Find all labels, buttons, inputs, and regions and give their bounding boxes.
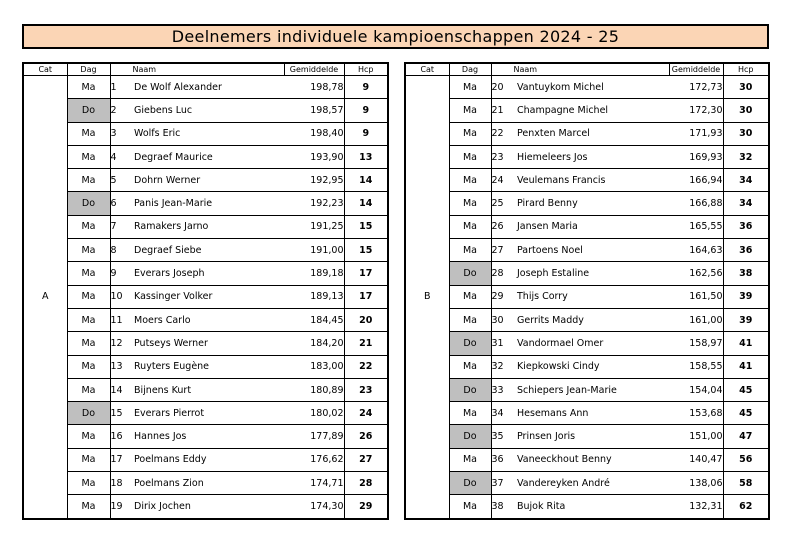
handicap-cell: 15 [344,215,388,238]
average-cell: 177,89 [284,425,344,448]
table-row [23,285,388,308]
handicap-cell: 45 [723,378,769,401]
handicap-cell: 13 [344,145,388,168]
day-cell: Ma [449,122,491,145]
table-row [405,192,769,215]
table-row [405,239,769,262]
rank-cell: 19 [110,495,134,519]
rank-cell: 32 [491,355,517,378]
rank-cell: 25 [491,192,517,215]
rank-cell: 37 [491,472,517,495]
handicap-cell: 22 [344,355,388,378]
handicap-cell: 27 [344,448,388,471]
rank-cell: 5 [110,169,134,192]
day-cell: Ma [449,76,491,99]
handicap-cell: 17 [344,285,388,308]
name-cell: Dirix Jochen [134,495,284,519]
day-cell: Ma [449,308,491,331]
average-cell: 166,88 [669,192,723,215]
day-cell: Ma [67,332,110,355]
name-cell: Schiepers Jean-Marie [517,378,669,401]
table-row [405,448,769,471]
day-cell: Ma [67,122,110,145]
name-cell: Veulemans Francis [517,169,669,192]
day-cell: Ma [67,378,110,401]
average-cell: 189,18 [284,262,344,285]
table-row [23,169,388,192]
category-label: A [23,76,67,519]
table-row [405,472,769,495]
name-cell: Ruyters Eugène [134,355,284,378]
table-row [405,425,769,448]
handicap-cell: 15 [344,239,388,262]
name-cell: Poelmans Zion [134,472,284,495]
handicap-cell: 36 [723,239,769,262]
handicap-cell: 56 [723,448,769,471]
name-cell: Vaneeckhout Benny [517,448,669,471]
table-row [23,402,388,425]
header-dag: Dag [449,63,491,76]
handicap-cell: 20 [344,308,388,331]
header-cat: Cat [405,63,449,76]
name-cell: Wolfs Eric [134,122,284,145]
table-row [23,239,388,262]
day-cell: Ma [449,355,491,378]
average-cell: 180,89 [284,378,344,401]
name-cell: Degraef Maurice [134,145,284,168]
average-cell: 180,02 [284,402,344,425]
handicap-cell: 26 [344,425,388,448]
table-row [23,99,388,122]
rank-cell: 16 [110,425,134,448]
rank-cell: 20 [491,76,517,99]
rank-cell: 33 [491,378,517,401]
table-row [405,378,769,401]
day-cell: Ma [449,448,491,471]
rank-cell: 38 [491,495,517,519]
header-naam: Naam [491,63,669,76]
rank-cell: 29 [491,285,517,308]
average-cell: 153,68 [669,402,723,425]
header-naam: Naam [110,63,284,76]
rank-cell: 17 [110,448,134,471]
name-cell: Poelmans Eddy [134,448,284,471]
average-cell: 158,55 [669,355,723,378]
day-cell: Do [449,378,491,401]
average-cell: 161,50 [669,285,723,308]
handicap-cell: 45 [723,402,769,425]
header-gemiddelde: Gemiddelde [284,63,344,76]
average-cell: 172,30 [669,99,723,122]
table-row [23,425,388,448]
name-cell: Kassinger Volker [134,285,284,308]
name-cell: Ramakers Jarno [134,215,284,238]
handicap-cell: 23 [344,378,388,401]
name-cell: Hesemans Ann [517,402,669,425]
rank-cell: 36 [491,448,517,471]
name-cell: Vandereyken André [517,472,669,495]
table-row [405,122,769,145]
rank-cell: 13 [110,355,134,378]
table-row [405,169,769,192]
name-cell: Bujok Rita [517,495,669,519]
rank-cell: 12 [110,332,134,355]
average-cell: 198,78 [284,76,344,99]
average-cell: 154,04 [669,378,723,401]
day-cell: Ma [67,262,110,285]
day-cell: Ma [67,215,110,238]
day-cell: Ma [449,192,491,215]
name-cell: Gerrits Maddy [517,308,669,331]
handicap-cell: 30 [723,76,769,99]
day-cell: Ma [449,215,491,238]
handicap-cell: 14 [344,192,388,215]
table-row [405,285,769,308]
table-row [23,145,388,168]
table-row [23,192,388,215]
handicap-cell: 34 [723,192,769,215]
table-row [23,215,388,238]
table-row [405,308,769,331]
name-cell: Everars Joseph [134,262,284,285]
average-cell: 189,13 [284,285,344,308]
header-hcp: Hcp [344,63,388,76]
average-cell: 198,57 [284,99,344,122]
table-row [405,262,769,285]
header-cat: Cat [23,63,67,76]
name-cell: Putseys Werner [134,332,284,355]
header-gemiddelde: Gemiddelde [669,63,723,76]
average-cell: 191,25 [284,215,344,238]
handicap-cell: 14 [344,169,388,192]
average-cell: 166,94 [669,169,723,192]
handicap-cell: 36 [723,215,769,238]
name-cell: Degraef Siebe [134,239,284,262]
handicap-cell: 9 [344,122,388,145]
table-group-b [404,62,770,520]
table-row [405,332,769,355]
handicap-cell: 34 [723,169,769,192]
day-cell: Ma [449,402,491,425]
handicap-cell: 29 [344,495,388,519]
rank-cell: 8 [110,239,134,262]
name-cell: Thijs Corry [517,285,669,308]
day-cell: Ma [449,285,491,308]
table-row [23,332,388,355]
name-cell: Hiemeleers Jos [517,145,669,168]
average-cell: 151,00 [669,425,723,448]
name-cell: Dohrn Werner [134,169,284,192]
day-cell: Do [67,99,110,122]
handicap-cell: 39 [723,308,769,331]
average-cell: 162,56 [669,262,723,285]
handicap-cell: 41 [723,332,769,355]
average-cell: 171,93 [669,122,723,145]
handicap-cell: 58 [723,472,769,495]
handicap-cell: 39 [723,285,769,308]
table-row [23,262,388,285]
average-cell: 174,71 [284,472,344,495]
rank-cell: 3 [110,122,134,145]
day-cell: Do [449,472,491,495]
name-cell: Penxten Marcel [517,122,669,145]
average-cell: 176,62 [284,448,344,471]
table-row [23,495,388,519]
rank-cell: 24 [491,169,517,192]
table-row [23,76,388,99]
handicap-cell: 28 [344,472,388,495]
day-cell: Do [67,402,110,425]
name-cell: Everars Pierrot [134,402,284,425]
table-row [405,495,769,519]
handicap-cell: 30 [723,99,769,122]
table-row [23,122,388,145]
handicap-cell: 21 [344,332,388,355]
table-group-a [22,62,389,520]
day-cell: Ma [67,239,110,262]
day-cell: Do [67,192,110,215]
average-cell: 164,63 [669,239,723,262]
day-cell: Ma [67,448,110,471]
rank-cell: 9 [110,262,134,285]
table-row [23,378,388,401]
handicap-cell: 38 [723,262,769,285]
rank-cell: 6 [110,192,134,215]
table-row [23,355,388,378]
name-cell: Bijnens Kurt [134,378,284,401]
rank-cell: 34 [491,402,517,425]
handicap-cell: 17 [344,262,388,285]
average-cell: 158,97 [669,332,723,355]
average-cell: 184,20 [284,332,344,355]
day-cell: Ma [67,495,110,519]
average-cell: 183,00 [284,355,344,378]
name-cell: Prinsen Joris [517,425,669,448]
table-row [23,472,388,495]
rank-cell: 4 [110,145,134,168]
handicap-cell: 62 [723,495,769,519]
rank-cell: 14 [110,378,134,401]
handicap-cell: 32 [723,145,769,168]
average-cell: 198,40 [284,122,344,145]
table-row [405,99,769,122]
rank-cell: 11 [110,308,134,331]
rank-cell: 2 [110,99,134,122]
average-cell: 192,23 [284,192,344,215]
rank-cell: 28 [491,262,517,285]
average-cell: 138,06 [669,472,723,495]
average-cell: 161,00 [669,308,723,331]
day-cell: Do [449,425,491,448]
day-cell: Ma [67,355,110,378]
average-cell: 132,31 [669,495,723,519]
rank-cell: 23 [491,145,517,168]
rank-cell: 30 [491,308,517,331]
name-cell: Pirard Benny [517,192,669,215]
average-cell: 192,95 [284,169,344,192]
name-cell: Champagne Michel [517,99,669,122]
rank-cell: 10 [110,285,134,308]
average-cell: 169,93 [669,145,723,168]
average-cell: 193,90 [284,145,344,168]
handicap-cell: 41 [723,355,769,378]
table-row [23,448,388,471]
name-cell: Jansen Maria [517,215,669,238]
name-cell: Joseph Estaline [517,262,669,285]
day-cell: Ma [449,99,491,122]
name-cell: De Wolf Alexander [134,76,284,99]
day-cell: Do [449,332,491,355]
table-row [405,355,769,378]
handicap-cell: 47 [723,425,769,448]
handicap-cell: 9 [344,76,388,99]
category-label: B [405,76,449,519]
day-cell: Ma [449,169,491,192]
header-dag: Dag [67,63,110,76]
day-cell: Ma [67,308,110,331]
day-cell: Ma [67,425,110,448]
average-cell: 174,30 [284,495,344,519]
page-title: Deelnemers individuele kampioenschappen 2024 - 25 [22,24,769,49]
handicap-cell: 24 [344,402,388,425]
name-cell: Hannes Jos [134,425,284,448]
rank-cell: 35 [491,425,517,448]
name-cell: Kiepkowski Cindy [517,355,669,378]
rank-cell: 21 [491,99,517,122]
rank-cell: 22 [491,122,517,145]
table-row [405,76,769,99]
rank-cell: 31 [491,332,517,355]
day-cell: Ma [67,145,110,168]
day-cell: Ma [67,76,110,99]
day-cell: Do [449,262,491,285]
rank-cell: 18 [110,472,134,495]
table-row [405,145,769,168]
header-hcp: Hcp [723,63,769,76]
rank-cell: 1 [110,76,134,99]
average-cell: 184,45 [284,308,344,331]
table-row [23,308,388,331]
average-cell: 165,55 [669,215,723,238]
day-cell: Ma [67,169,110,192]
handicap-cell: 9 [344,99,388,122]
average-cell: 191,00 [284,239,344,262]
name-cell: Panis Jean-Marie [134,192,284,215]
rank-cell: 7 [110,215,134,238]
average-cell: 140,47 [669,448,723,471]
average-cell: 172,73 [669,76,723,99]
name-cell: Giebens Luc [134,99,284,122]
name-cell: Vantuykom Michel [517,76,669,99]
table-row [405,402,769,425]
day-cell: Ma [449,145,491,168]
handicap-cell: 30 [723,122,769,145]
rank-cell: 26 [491,215,517,238]
name-cell: Moers Carlo [134,308,284,331]
day-cell: Ma [449,495,491,519]
name-cell: Vandormael Omer [517,332,669,355]
table-row [405,215,769,238]
rank-cell: 15 [110,402,134,425]
name-cell: Partoens Noel [517,239,669,262]
day-cell: Ma [449,239,491,262]
day-cell: Ma [67,285,110,308]
rank-cell: 27 [491,239,517,262]
day-cell: Ma [67,472,110,495]
